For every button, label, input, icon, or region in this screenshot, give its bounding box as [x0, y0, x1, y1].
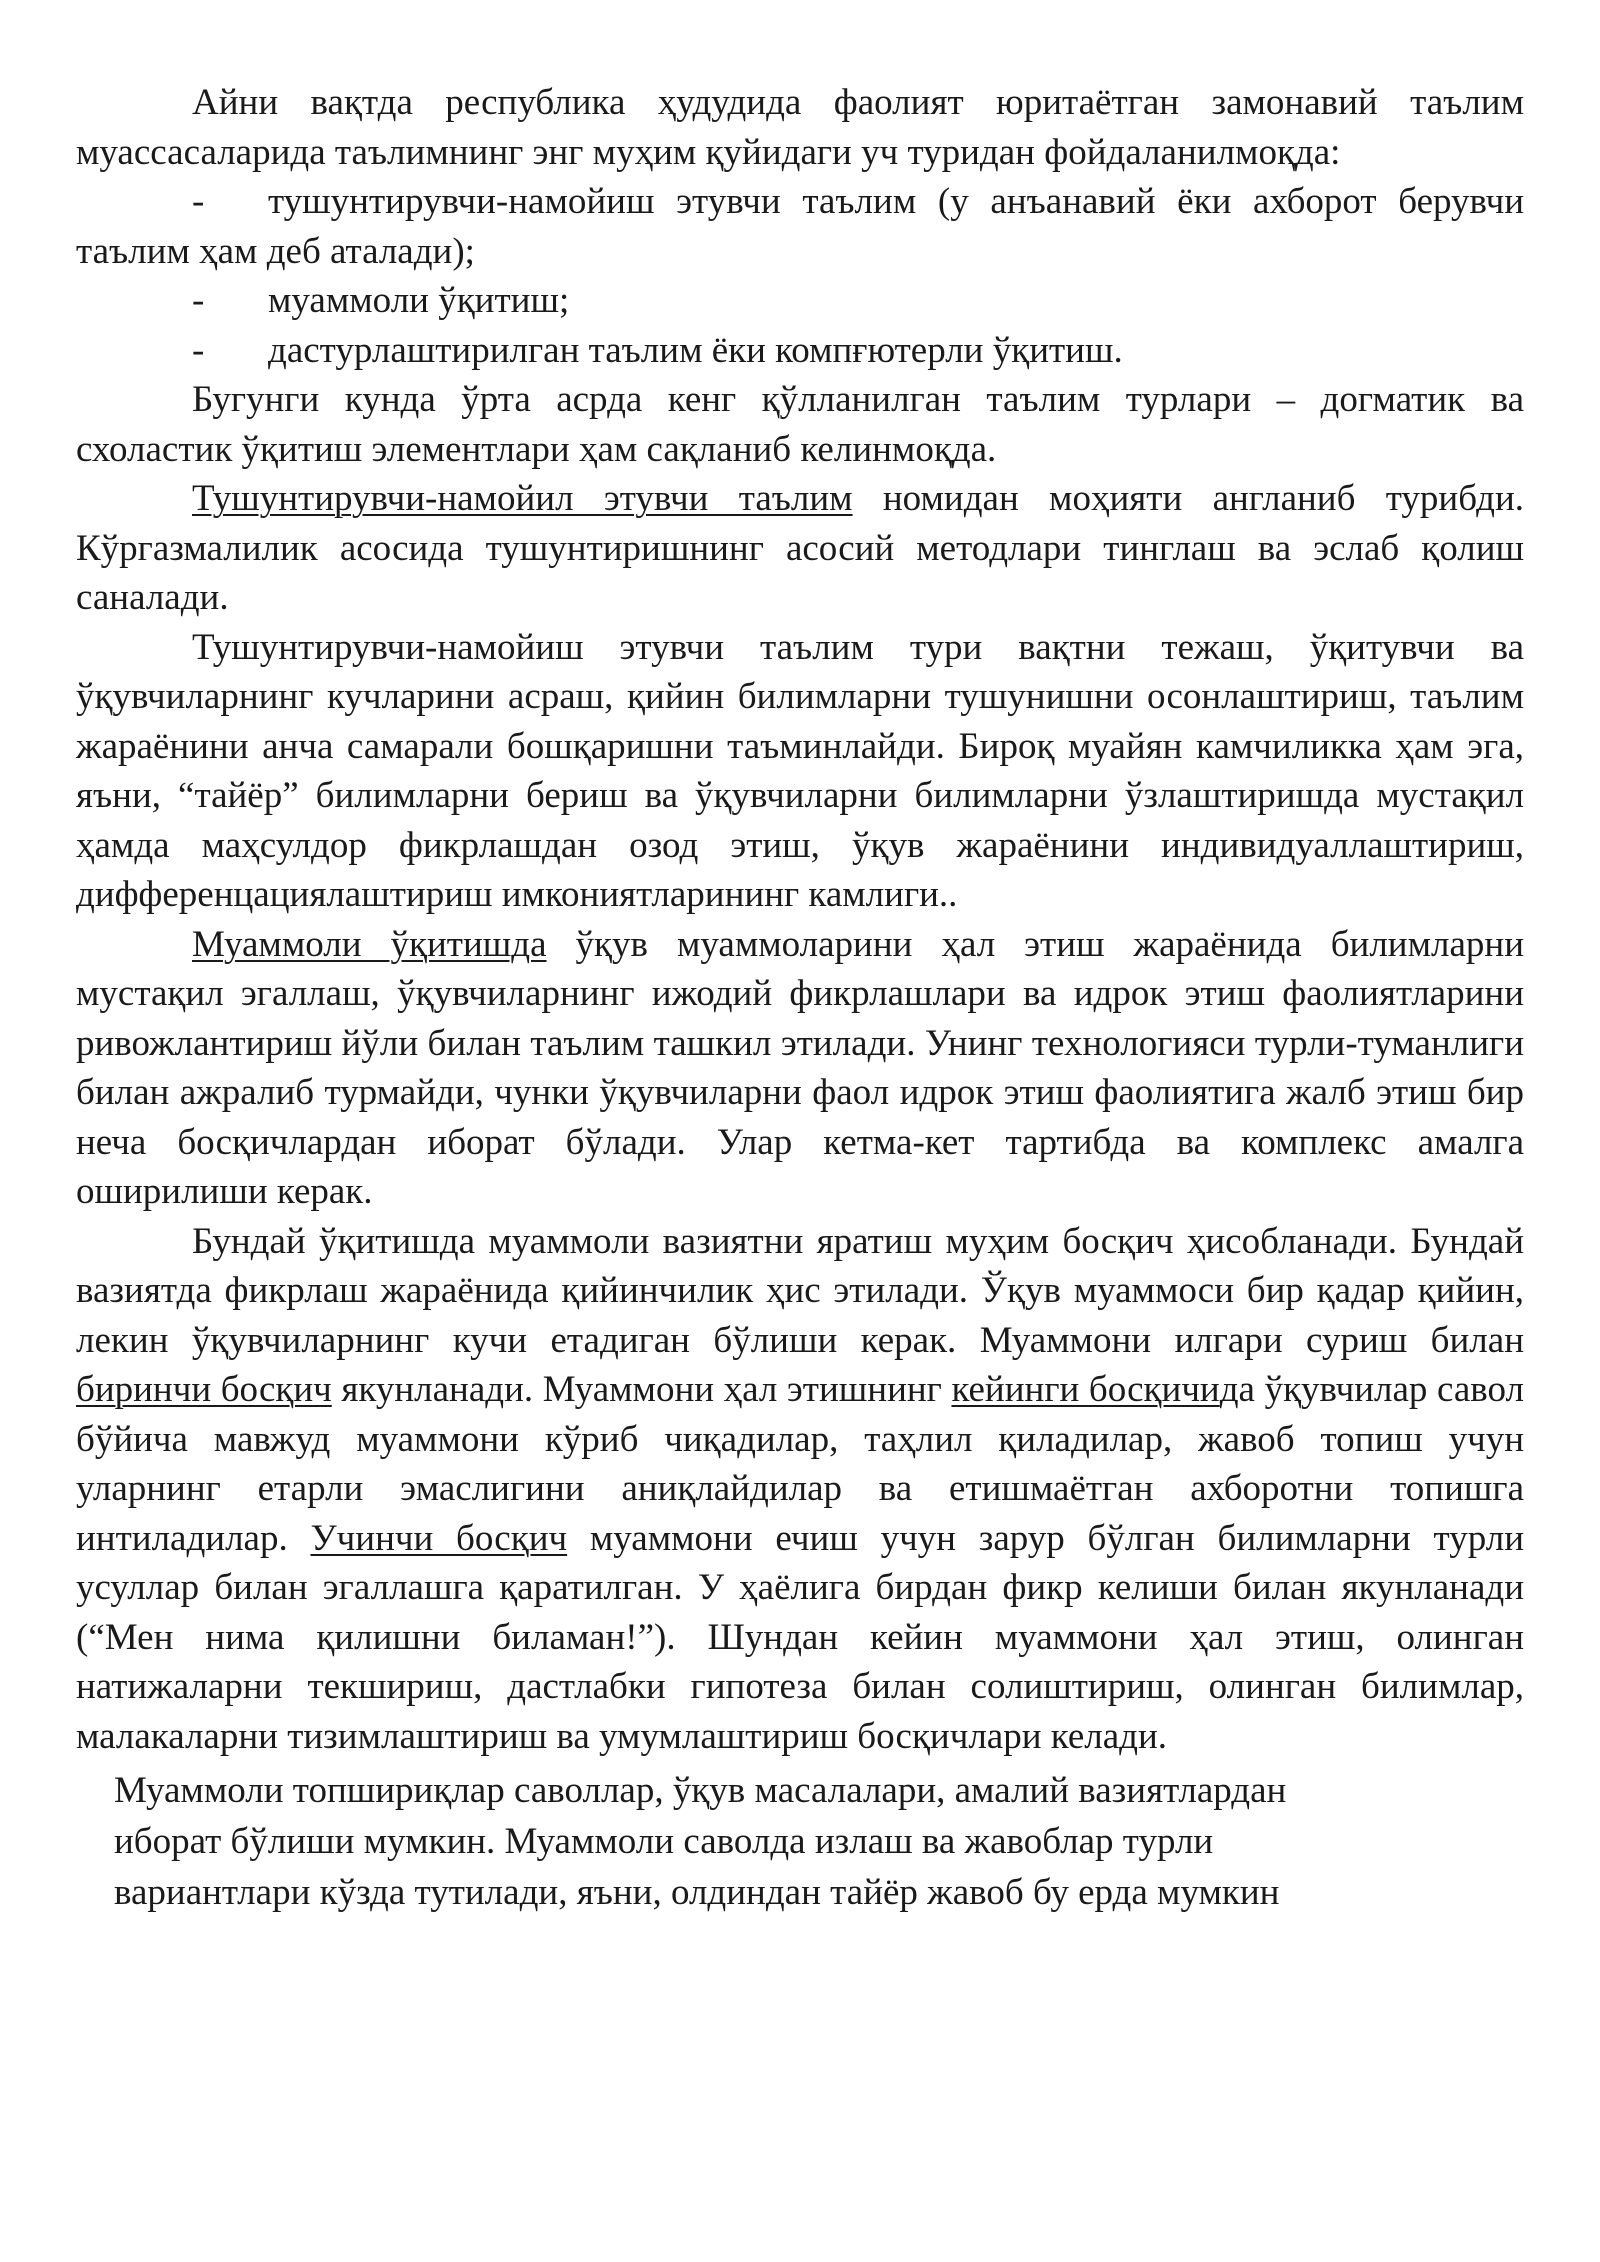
list-item-text: муаммоли ўқитиш;: [268, 280, 570, 321]
paragraph-text: номидан моҳияти англаниб турибди. Кўргазмалилик асосида тушунтиришнинг асосий методлари тинглаш ва эслаб қолиш саналади.: [76, 478, 1524, 618]
paragraph-problem-tasks: [114, 1765, 1484, 1918]
paragraph-explanatory: [76, 474, 1524, 623]
list-item-text: тушунтирувчи-намойиш этувчи таълим (у анъанавий ёки ахборот берувчи таълим ҳам деб аталади);: [76, 181, 1524, 272]
paragraph-text: да ўқувчилар савол бўйича мавжуд муаммони кўриб чиқадилар, таҳлил қиладилар, жавоб топиш учун уларнинг етарли эмаслигини аниқлайдилар ва етишмаётган ахборотни топишга интиладилар.: [76, 1369, 1524, 1559]
list-item: [76, 326, 1524, 376]
list-dash: -: [192, 329, 205, 371]
text-line: Муаммоли топшириқлар саволлар, ўқув масалалари, амалий вазиятлардан: [114, 1770, 1287, 1811]
list-dash: -: [192, 280, 205, 321]
underlined-term: Тушунтирувчи-намойил этувчи таълим: [192, 478, 853, 519]
paragraph-intro: Айни вақтда республика ҳудудида фаолият юритаётган замонавий таълим муассасаларида таълимнинг энг муҳим қуйидаги уч туридан фойдаланилмоқда:: [76, 82, 1524, 173]
underlined-term: Учинчи босқич: [310, 1517, 568, 1559]
list-item-text: дастурлаштирилган таълим ёки компғютерли ўқитиш.: [268, 329, 1123, 371]
underlined-term: биринчи босқич: [76, 1369, 332, 1410]
paragraph-problem-learning: [76, 920, 1524, 1217]
paragraph-text: ўқув муаммоларини ҳал этиш жараёнида билимларни мустақил эгаллаш, ўқувчиларнинг ижодий фикрлашлари ва идрок этиш фаолиятларини ривожлантириш йўли билан таълим ташкил этилади. Унинг технологияси турли-туманлиги билан ажралиб турмайди, чунки ўқувчиларни фаол идрок этиш фаолиятига жалб этиш бир неча босқичлардан иборат бўлади. Улар кетма-кет тартибда ва комплекс амалга оширилиши керак.: [76, 923, 1524, 1212]
paragraph-stages: [76, 1217, 1524, 1762]
document-page: [76, 78, 1524, 1918]
underlined-term: кейинги босқичи: [951, 1369, 1220, 1410]
underlined-term: Муаммоли ўқитишда: [192, 923, 547, 965]
paragraph-explanatory-details: Тушунтирувчи-намойиш этувчи таълим тури вақтни тежаш, ўқитувчи ва ўқувчиларнинг кучларини асраш, қийин билимларни тушунишни осонлаштириш, таълим жараёнини анча самарали бошқаришни таъминлайди. Бироқ муайян камчиликка ҳам эга, яъни, “тайёр” билимларни бериш ва ўқувчиларни билимларни ўзлаштиришда мустақил ҳамда маҳсулдор фикрлашдан озод этиш, ўқув жараёнини индивидуаллаштириш, дифференцациялаштириш имкониятларининг камлиги..: [76, 626, 1524, 915]
paragraph-text: муаммони ечиш учун зарур бўлган билимларни турли усуллар билан эгаллашга қаратилган. У ҳаёлига бирдан фикр келиши билан якунланади (“Мен нима қилишни биламан!”). Шундан кейин муаммони ҳал этиш, олинган натижаларни текшириш, дастлабки гипотеза билан солиштириш, олинган билимлар, малакаларни тизимлаштириш ва умумлаштириш босқичлари келади.: [76, 1517, 1525, 1757]
text-line: вариантлари кўзда тутилади, яъни, олдиндан тайёр жавоб бу ерда мумкин: [114, 1872, 1280, 1913]
list-item: [76, 177, 1524, 276]
list-dash: -: [192, 181, 205, 222]
paragraph-medieval: Бугунги кунда ўрта асрда кенг қўлланилган таълим турлари – догматик ва схоластик ўқитиш элементлари ҳам сақланиб келинмоқда.: [76, 379, 1524, 470]
list-item: [76, 276, 1524, 326]
paragraph-text: якунланади. Муаммони ҳал этишнинг: [331, 1369, 952, 1410]
text-line: иборат бўлиши мумкин. Муаммоли саволда излаш ва жавоблар турли: [114, 1821, 1214, 1862]
paragraph-text: Бундай ўқитишда муаммоли вазиятни яратиш муҳим босқич ҳисобланади. Бундай вазиятда фикрлаш жараёнида қийинчилик ҳис этилади. Ўқув муаммоси бир қадар қийин, лекин ўқувчиларнинг кучи етадиган бўлиши керак. Муаммони илгари суриш билан: [76, 1220, 1524, 1361]
